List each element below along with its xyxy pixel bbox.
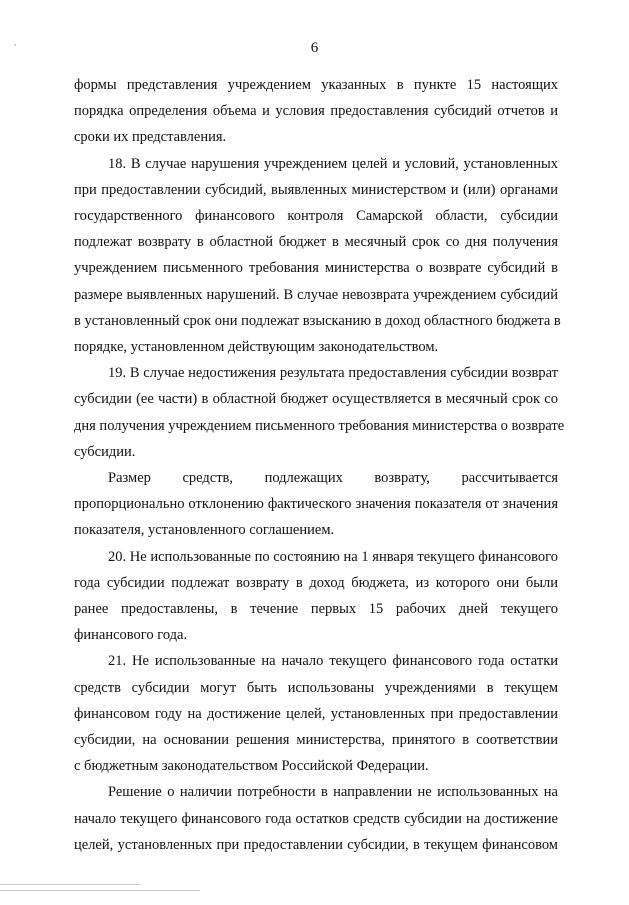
text-line: субсидии, на основании решения министерства, принятого в соответствии xyxy=(74,732,558,749)
document-body xyxy=(74,72,565,858)
text-line: средств субсидии могут быть использованы учреждениями в текущем xyxy=(74,679,558,696)
page-number: 6 xyxy=(310,40,319,56)
text-line: начало текущего финансового года остатков средств субсидии на достижение xyxy=(74,810,558,827)
paragraph-decision xyxy=(74,779,558,858)
text-line: формы представления учреждением указанных в пункте 15 настоящих xyxy=(74,77,558,93)
text-line: 19. В случае недостижения результата предоставления субсидии возврат xyxy=(108,365,558,382)
text-line: пропорционально отклонению фактического значения показателя от значения xyxy=(74,496,558,513)
text-line: порядке, установленном действующим законодательством. xyxy=(74,339,439,356)
text-line: учреждением письменного требования министерства о возврате субсидий в xyxy=(74,260,558,277)
paragraph-20 xyxy=(74,544,558,649)
text-line: ранее предоставлены, в течение первых 15 рабочих дней текущего xyxy=(74,601,558,618)
text-line: года субсидии подлежат возврату в доход бюджета, из которого они были xyxy=(74,574,558,591)
text-line: с бюджетным законодательством Российской Федерации. xyxy=(74,758,429,775)
text-line: размере выявленных нарушений. В случае невозврата учреждением субсидий xyxy=(74,286,558,303)
text-line: 21. Не использованные на начало текущего финансового года остатки xyxy=(108,653,558,670)
text-line: подлежат возврату в областной бюджет в месячный срок со дня получения xyxy=(74,234,558,251)
text-line: финансовом году на достижение целей, установленных при предоставлении xyxy=(74,705,558,722)
paragraph-1 xyxy=(74,72,558,151)
text-line: Размер средств, подлежащих возврату, рассчитывается xyxy=(108,470,558,487)
text-line: субсидии (ее части) в областной бюджет осуществляется в месячный срок со xyxy=(74,391,558,408)
text-line: Решение о наличии потребности в направлении не использованных на xyxy=(108,784,558,801)
paragraph-19 xyxy=(74,360,565,465)
text-line: показателя, установленного соглашением. xyxy=(74,522,335,539)
text-line: порядка определения объема и условия предоставления субсидий отчетов и xyxy=(74,103,558,120)
paragraph-18 xyxy=(74,151,561,361)
scan-artifact xyxy=(0,890,200,891)
scan-artifact xyxy=(0,884,140,885)
text-line: в установленный срок они подлежат взысканию в доход областного бюджета в xyxy=(74,312,561,329)
text-line: целей, установленных при предоставлении субсидии, в текущем финансовом xyxy=(74,836,558,853)
scan-artifact xyxy=(14,44,16,46)
paragraph-21 xyxy=(74,648,558,779)
paragraph-amount xyxy=(74,465,558,544)
text-line: 18. В случае нарушения учреждением целей и условий, установленных xyxy=(108,155,558,172)
text-line: субсидии. xyxy=(74,443,136,460)
text-line: государственного финансового контроля Самарской области, субсидии xyxy=(74,208,558,225)
text-line: 20. Не использованные по состоянию на 1 января текущего финансового xyxy=(108,548,558,565)
text-line: сроки их представления. xyxy=(74,129,227,146)
text-line: дня получения учреждением письменного требования министерства о возврате xyxy=(74,417,565,434)
text-line: финансового года. xyxy=(74,627,188,644)
text-line: при предоставлении субсидий, выявленных министерством и (или) органами xyxy=(74,181,558,198)
